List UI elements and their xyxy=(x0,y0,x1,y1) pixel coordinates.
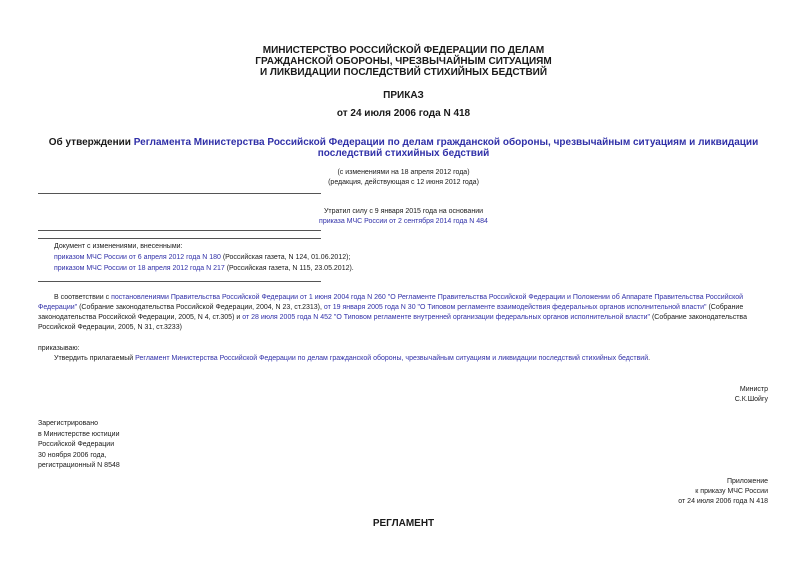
ministry-line-3: И ЛИКВИДАЦИИ ПОСЛЕДСТВИЙ СТИХИЙНЫХ БЕДСТВИЙ xyxy=(259,67,548,78)
edits-info xyxy=(0,168,807,188)
divider xyxy=(38,281,321,282)
preamble-text-b: (Собрание законодательства Российской Федерации, 2004, N 23, ст.2313), xyxy=(77,304,324,311)
preamble-text-d: (Собрание законодательства Российской Федерации, 2005, N 31, ст.3233) xyxy=(38,314,747,331)
change-source-1: (Российская газета, N 124, 01.06.2012); xyxy=(220,254,351,261)
changes-item-1 xyxy=(54,252,774,263)
appendix-line-3: от 24 июля 2006 года N 418 xyxy=(678,498,768,505)
preamble-link-2[interactable]: от 19 января 2005 года N 30 "О Типовом регламенте взаимодействия федеральных органов исполнительной власти" xyxy=(323,304,707,311)
change-link-1[interactable]: приказом МЧС России от 6 апреля 2012 года N 180 xyxy=(54,254,221,261)
order-word: приказываю: xyxy=(38,345,80,352)
appendix-block xyxy=(678,477,768,507)
approve-text-b: . xyxy=(648,355,651,362)
appendix-line-1: Приложение xyxy=(726,478,768,485)
signature-block xyxy=(735,385,768,405)
approve-paragraph xyxy=(38,354,770,364)
preamble-text-a: В соответствии с xyxy=(54,294,112,301)
title-reglament-link[interactable]: Регламента Министерства Российской Федерации по делам гражданской обороны, чрезвычайным ситуациям и ликвидации последствий стихийных бедствий xyxy=(133,137,759,159)
preamble-text-c: (Собрание законодательства Российской Федерации, 2005, N 4, ст.305) и xyxy=(38,304,744,321)
divider xyxy=(38,238,321,239)
registration-line-5: регистрационный N 8548 xyxy=(38,462,120,469)
changes-intro: Документ с изменениями, внесенными: xyxy=(54,243,183,250)
divider xyxy=(38,193,321,194)
reglament-heading: РЕГЛАМЕНТ xyxy=(372,518,435,529)
preamble-paragraph xyxy=(38,293,770,333)
signature-name: С.К.Шойгу xyxy=(734,396,768,403)
preamble-link-1[interactable]: постановлениями Правительства Российской Федерации от 1 июня 2004 года N 260 "О Регламенте Правительства Российской Федерации и Положении об Аппарате Правительства Российской Федерации" xyxy=(38,294,744,311)
lost-force-notice xyxy=(0,207,807,227)
order-title: ПРИКАЗ xyxy=(383,90,424,101)
registration-line-4: 30 ноября 2006 года, xyxy=(38,451,107,459)
registration-line-1: Зарегистрировано xyxy=(38,420,98,427)
lost-force-text: Утратил силу с 9 января 2015 года на основании xyxy=(323,208,484,215)
change-source-2: (Российская газета, N 115, 23.05.2012). xyxy=(224,265,354,272)
registration-block xyxy=(38,419,120,472)
divider xyxy=(38,230,321,231)
ministry-line-1: МИНИСТЕРСТВО РОССИЙСКОЙ ФЕДЕРАЦИИ ПО ДЕЛАМ xyxy=(262,45,545,56)
preamble-link-3[interactable]: от 28 июля 2005 года N 452 "О Типовом регламенте внутренней организации федеральных органов исполнительной власти" xyxy=(242,314,650,321)
document-title xyxy=(40,137,767,159)
signature-role: Министр xyxy=(739,386,768,393)
registration-line-2: в Министерстве юстиции xyxy=(38,430,120,438)
changes-item-2 xyxy=(54,263,774,274)
edits-line-1: (с изменениями на 18 апреля 2012 года) xyxy=(337,169,470,176)
title-prefix: Об утверждении xyxy=(48,137,134,148)
approve-text-a: Утвердить прилагаемый xyxy=(54,355,136,362)
registration-line-3: Российской Федерации xyxy=(38,441,115,448)
lost-force-link[interactable]: приказа МЧС России от 2 сентября 2014 года N 484 xyxy=(319,218,488,225)
edits-line-2: (редакция, действующая с 12 июня 2012 года) xyxy=(328,179,479,186)
ministry-line-2: ГРАЖДАНСКОЙ ОБОРОНЫ, ЧРЕЗВЫЧАЙНЫМ СИТУАЦИЯМ xyxy=(255,56,552,67)
appendix-line-2: к приказу МЧС России xyxy=(695,488,768,495)
change-link-2[interactable]: приказом МЧС России от 18 апреля 2012 года N 217 xyxy=(54,265,225,272)
order-date: от 24 июля 2006 года N 418 xyxy=(336,108,471,119)
approve-reglament-link[interactable]: Регламент Министерства Российской Федерации по делам гражданской обороны, чрезвычайным ситуациям и ликвидации последствий стихийных бедствий xyxy=(135,355,649,362)
ministry-name xyxy=(0,45,807,78)
changes-list xyxy=(54,241,774,274)
